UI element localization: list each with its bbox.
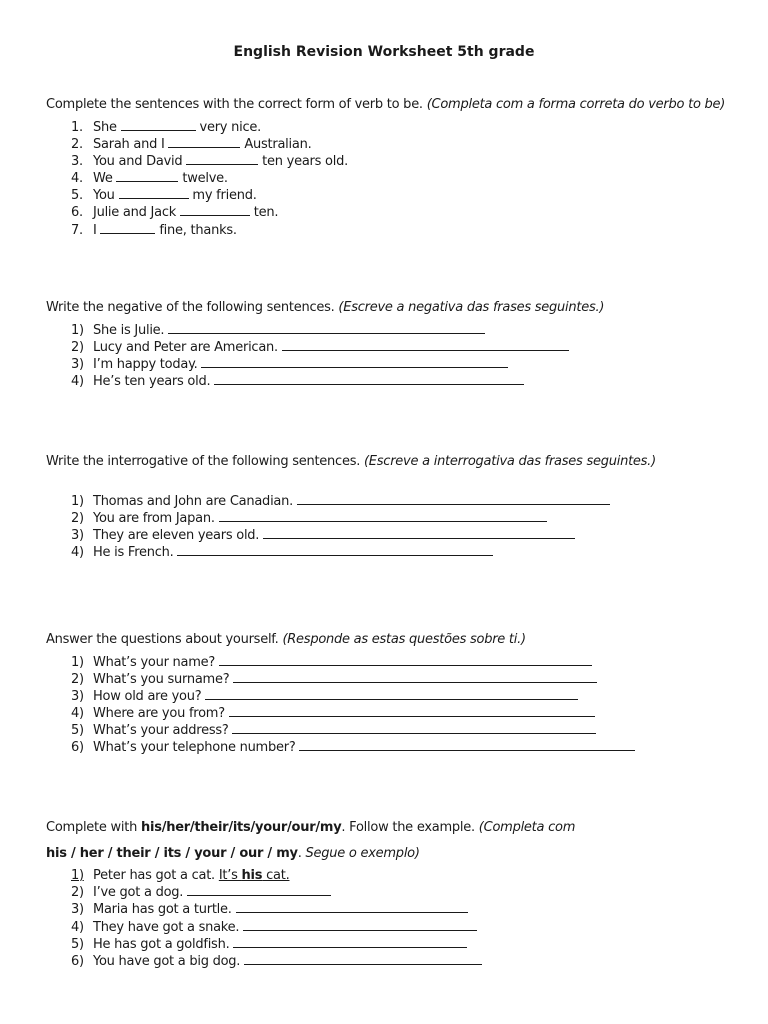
- answer-blank[interactable]: [186, 153, 258, 165]
- answer-blank[interactable]: [121, 119, 196, 131]
- answer-blank[interactable]: [243, 919, 477, 931]
- list-item: 5) He has got a goldfish.: [46, 936, 736, 953]
- list-item: 3) Maria has got a turtle.: [46, 901, 736, 918]
- list-item: 5. You my friend.: [71, 188, 257, 204]
- list-item: 7. I fine, thanks.: [71, 222, 237, 238]
- list-item: 1. She very nice.: [71, 119, 261, 135]
- answer-blank[interactable]: [100, 222, 155, 234]
- answer-blank[interactable]: [168, 322, 485, 334]
- answer-blank[interactable]: [219, 510, 547, 522]
- section-verb-to-be: [46, 92, 736, 239]
- answer-blank[interactable]: [263, 527, 575, 539]
- section-possessives: [46, 815, 736, 970]
- list-item: 6) You have got a big dog.: [46, 953, 736, 970]
- section-interrogative: [46, 449, 736, 561]
- section-instructions: Write the negative of the following sentences. (Escreve a negativa das frases seguintes.): [46, 300, 605, 315]
- list-item: 4. We twelve.: [71, 171, 228, 187]
- answer-blank[interactable]: [116, 170, 178, 182]
- list-item: 4) He is French.: [46, 544, 736, 561]
- answer-blank[interactable]: [180, 204, 250, 216]
- list-item: 1) What’s your name?: [46, 654, 736, 671]
- list-item: 3) How old are you?: [46, 688, 736, 705]
- answer-blank[interactable]: [244, 953, 482, 965]
- list-item: 5) What’s your address?: [46, 722, 736, 739]
- list-item: 4) Where are you from?: [46, 705, 736, 722]
- list-item: 6. Julie and Jack ten.: [71, 205, 279, 221]
- list-item: 2. Sarah and I Australian.: [71, 136, 312, 152]
- list-item: 2) What’s you surname?: [46, 671, 736, 688]
- answer-blank[interactable]: [233, 936, 467, 948]
- answer-blank[interactable]: [229, 705, 595, 717]
- list-item: 3) They are eleven years old.: [46, 527, 736, 544]
- answer-blank[interactable]: [232, 722, 596, 734]
- section-instructions: Complete with his/her/their/its/your/our/my. Follow the example. (Completa com his / her / their / its / your / our / my. Segue o exemplo): [46, 820, 576, 861]
- list-item: 1) She is Julie.: [46, 322, 736, 339]
- section-instructions: Answer the questions about yourself. (Responde as estas questões sobre ti.): [46, 632, 526, 647]
- answer-blank[interactable]: [299, 739, 635, 751]
- answer-blank[interactable]: [233, 671, 597, 683]
- answer-blank[interactable]: [177, 544, 493, 556]
- list-item: 2) I’ve got a dog.: [46, 884, 736, 901]
- list-item: 3) I’m happy today.: [46, 356, 736, 373]
- answer-blank[interactable]: [201, 356, 508, 368]
- answer-blank[interactable]: [282, 339, 569, 351]
- list-item: 1) Thomas and John are Canadian.: [46, 493, 736, 510]
- answer-blank[interactable]: [219, 654, 592, 666]
- answer-blank[interactable]: [214, 373, 524, 385]
- example-item: 1) Peter has got a cat. It’s his cat.: [71, 868, 290, 883]
- list-item: 2) You are from Japan.: [46, 510, 736, 527]
- worksheet-title: English Revision Worksheet 5th grade: [233, 44, 535, 60]
- section-about-yourself: [46, 627, 736, 757]
- answer-blank[interactable]: [297, 493, 610, 505]
- answer-blank[interactable]: [236, 901, 468, 913]
- answer-blank[interactable]: [205, 688, 578, 700]
- list-item: 2) Lucy and Peter are American.: [46, 339, 736, 356]
- section-instructions: Complete the sentences with the correct form of verb to be. (Completa com a forma correta do verbo to be): [46, 97, 726, 112]
- answer-blank[interactable]: [119, 187, 189, 199]
- section-instructions: Write the interrogative of the following sentences. (Escreve a interrogativa das frases seguintes.): [46, 454, 656, 469]
- list-item: 4) He’s ten years old.: [46, 373, 736, 390]
- list-item: 6) What’s your telephone number?: [46, 739, 736, 756]
- answer-blank[interactable]: [187, 884, 331, 896]
- list-item: 4) They have got a snake.: [46, 919, 736, 936]
- answer-blank[interactable]: [168, 136, 240, 148]
- section-negative: [46, 295, 736, 390]
- list-item: 3. You and David ten years old.: [71, 153, 349, 169]
